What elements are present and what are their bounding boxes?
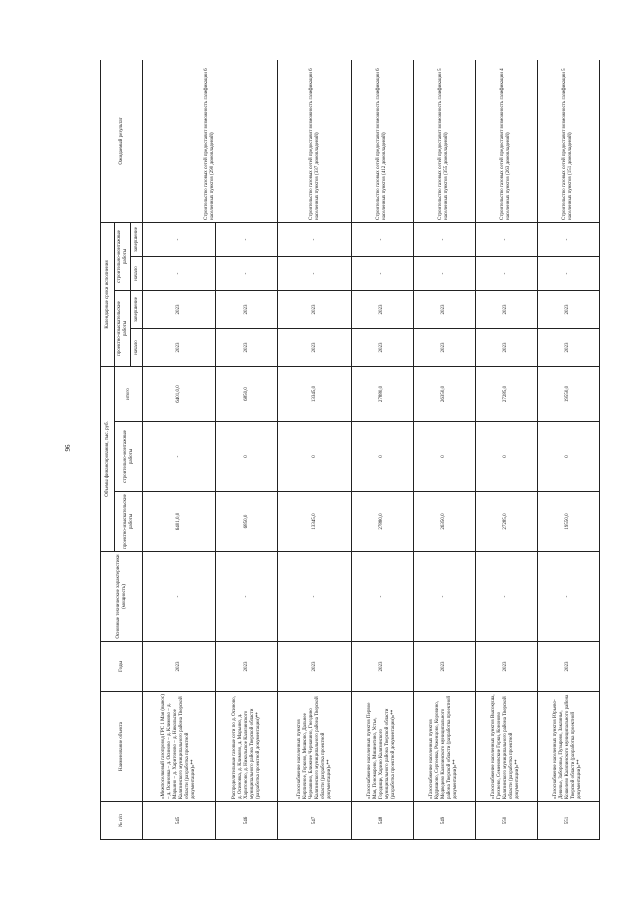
row-end-design: 2023 xyxy=(351,290,413,328)
row-end-construct: - xyxy=(351,222,413,256)
row-num: 548 xyxy=(351,802,413,840)
row-total-cost: 27880,0 xyxy=(351,366,413,421)
row-result: Строительство газовых сетей предоставит возможность газификации 4 населенных пунктов (263 домовладений) xyxy=(475,60,537,222)
row-name: «Газоснабжение населенных пунктов Юрьево-Девичье, Заборовье, Пузырево, Заклинье, Кошелево Калязинского муниципального района Тверской области (разработка проектной документации)»** xyxy=(537,692,599,802)
row-name: «Газоснабжение населенных пунктов Кудряшово, Сергеевка, Роженцово, Коровино, Медведево Калязинского муниципального района Тверской области (разработка проектной документации)»** xyxy=(413,692,475,802)
row-design-cost: 6850,0 xyxy=(216,492,278,552)
row-years: 2023 xyxy=(475,642,537,692)
row-end-design: 2023 xyxy=(413,290,475,328)
header-finance-total: итого xyxy=(115,366,143,421)
row-construct-cost: - xyxy=(143,422,216,492)
page-number: 96 xyxy=(64,444,72,452)
header-name: Наименование объекта xyxy=(101,692,143,802)
row-start-design: 2023 xyxy=(216,328,278,366)
row-name: «Газоснабжение населенных пунктов Кирпичное, Горково, Мешково, Дальнее Чернавино, Ближнее Чернавино, Гнездино Калязинского муниципального района Тверской области (разработка проектной документации)»** xyxy=(278,692,351,802)
row-start-design: 2023 xyxy=(351,328,413,366)
row-num: 550 xyxy=(475,802,537,840)
row-num: 546 xyxy=(216,802,278,840)
row-specs: - xyxy=(475,552,537,642)
table-frame xyxy=(100,60,600,840)
row-end-construct: - xyxy=(475,222,537,256)
row-start-construct: - xyxy=(351,256,413,290)
row-result: Строительство газовых сетей предоставит возможность газификации 6 населенных пунктов (337 домовладений) xyxy=(278,60,351,222)
header-specs: Основные технические характеристики (мощность) xyxy=(101,552,143,642)
row-name: «Газоснабжение населенных пунктов Высокуша, Грехнево, Семеновские Горки, Кононово Калязинского муниципального района Тверской области (разработка проектной документации)»** xyxy=(475,692,537,802)
row-start-design: 2023 xyxy=(413,328,475,366)
row-specs: - xyxy=(278,552,351,642)
row-num: 551 xyxy=(537,802,599,840)
row-construct-cost: 0 xyxy=(278,422,351,492)
row-total-cost: 6850,0 xyxy=(216,366,278,421)
row-design-cost: 27285,0 xyxy=(475,492,537,552)
row-total-cost: 26350,0 xyxy=(413,366,475,421)
row-total-cost: 6401,0,0 xyxy=(143,366,216,421)
row-result: Строительство газовых сетей предоставит возможность газификации 5 населенных пунктов (151 домовладений) xyxy=(537,60,599,222)
row-start-construct: - xyxy=(216,256,278,290)
row-result: Строительство газовых сетей предоставит возможность газификации 6 населенных пунктов (290 домовладений) xyxy=(143,60,278,222)
row-years: 2023 xyxy=(216,642,278,692)
row-start-construct: - xyxy=(537,256,599,290)
row-end-design: 2023 xyxy=(143,290,216,328)
row-total-cost: 13345,0 xyxy=(278,366,351,421)
row-result: Строительство газовых сетей предоставит возможность газификации 5 населенных пунктов (355 домовладений) xyxy=(413,60,475,222)
header-finance-construct: строительно-монтажные работы xyxy=(115,422,143,492)
row-end-design: 2023 xyxy=(216,290,278,328)
header-num: № п/п xyxy=(101,802,143,840)
row-years: 2023 xyxy=(278,642,351,692)
header-sched-construct: строительно-монтажные работы xyxy=(115,222,131,290)
row-start-construct: - xyxy=(143,256,216,290)
row-end-construct: - xyxy=(537,222,599,256)
row-construct-cost: 0 xyxy=(475,422,537,492)
row-specs: - xyxy=(413,552,475,642)
table-row xyxy=(475,60,537,840)
row-end-design: 2023 xyxy=(278,290,351,328)
header-schedule: Календарные сроки исполнения xyxy=(101,222,115,366)
row-design-cost: 13345,0 xyxy=(278,492,351,552)
gasification-table xyxy=(100,60,600,840)
row-name: «Межпоселковый газопровод ГРС 1 Мая (вынос) – д. Осиновка – д. Осиново – д. Климово – д. Марьино – д. Харитоново – д. Никольское Калязинского муниципального района Тверской области (разработка проектной документации)»** xyxy=(143,692,216,802)
row-num: 545 xyxy=(143,802,216,840)
header-result: Ожидаемый результат xyxy=(101,60,143,222)
row-years: 2023 xyxy=(537,642,599,692)
row-design-cost: 27880,0 xyxy=(351,492,413,552)
row-end-construct: - xyxy=(143,222,216,256)
row-years: 2023 xyxy=(143,642,216,692)
header-sched-design: проектно-изыскательские работы xyxy=(115,290,131,366)
row-construct-cost: 0 xyxy=(216,422,278,492)
row-start-construct: - xyxy=(278,256,351,290)
row-construct-cost: 0 xyxy=(351,422,413,492)
table-landscape xyxy=(100,60,600,840)
row-start-construct: - xyxy=(413,256,475,290)
table-row xyxy=(143,60,216,840)
table-row xyxy=(351,60,413,840)
row-specs: - xyxy=(351,552,413,642)
row-design-cost: 19550,0 xyxy=(537,492,599,552)
row-design-cost: 6401,0,0 xyxy=(143,492,216,552)
row-years: 2023 xyxy=(351,642,413,692)
row-construct-cost: 0 xyxy=(413,422,475,492)
header-end-construct: завершение xyxy=(131,222,143,256)
row-total-cost: 27285,0 xyxy=(475,366,537,421)
row-specs: - xyxy=(216,552,278,642)
row-name: «Газоснабжение населенных пунктов Первое Мая, Пономарево, Мишнетино, Устье, Городище, Харино Калязинского муниципального района Тверской области (разработка проектной документации)»** xyxy=(351,692,413,802)
row-design-cost: 26350,0 xyxy=(413,492,475,552)
row-end-design: 2023 xyxy=(537,290,599,328)
table-row xyxy=(413,60,475,840)
row-num: 549 xyxy=(413,802,475,840)
table-row xyxy=(278,60,351,840)
row-construct-cost: 0 xyxy=(537,422,599,492)
row-end-construct: - xyxy=(278,222,351,256)
row-start-construct: - xyxy=(475,256,537,290)
row-total-cost: 19550,0 xyxy=(537,366,599,421)
row-start-design: 2023 xyxy=(537,328,599,366)
header-start-construct: начало xyxy=(131,256,143,290)
row-start-design: 2023 xyxy=(143,328,216,366)
row-start-design: 2023 xyxy=(475,328,537,366)
row-years: 2023 xyxy=(413,642,475,692)
row-name: Распределительные газовые сети по д. Осиново, д. Осиновка, д. Климово, д. Марьино, д. Харитоново, д. Никольское Калязинского муниципального района Тверской области (разработка проектной документации)** xyxy=(216,692,278,802)
row-end-construct: - xyxy=(216,222,278,256)
row-num: 547 xyxy=(278,802,351,840)
header-years: Годы xyxy=(101,642,143,692)
row-start-design: 2023 xyxy=(278,328,351,366)
header-finance-design: проектно-изыскательские работы xyxy=(115,492,143,552)
table-row xyxy=(537,60,599,840)
row-result: Строительство газовых сетей предоставит возможность газификации 6 населенных пунктов (412 домовладений) xyxy=(351,60,413,222)
row-end-design: 2023 xyxy=(475,290,537,328)
header-end-design: завершение xyxy=(131,290,143,328)
row-specs: - xyxy=(143,552,216,642)
header-finance: Объемы финансирования, тыс. руб. xyxy=(101,366,115,551)
row-specs: - xyxy=(537,552,599,642)
header-start-design: начало xyxy=(131,328,143,366)
row-end-construct: - xyxy=(413,222,475,256)
